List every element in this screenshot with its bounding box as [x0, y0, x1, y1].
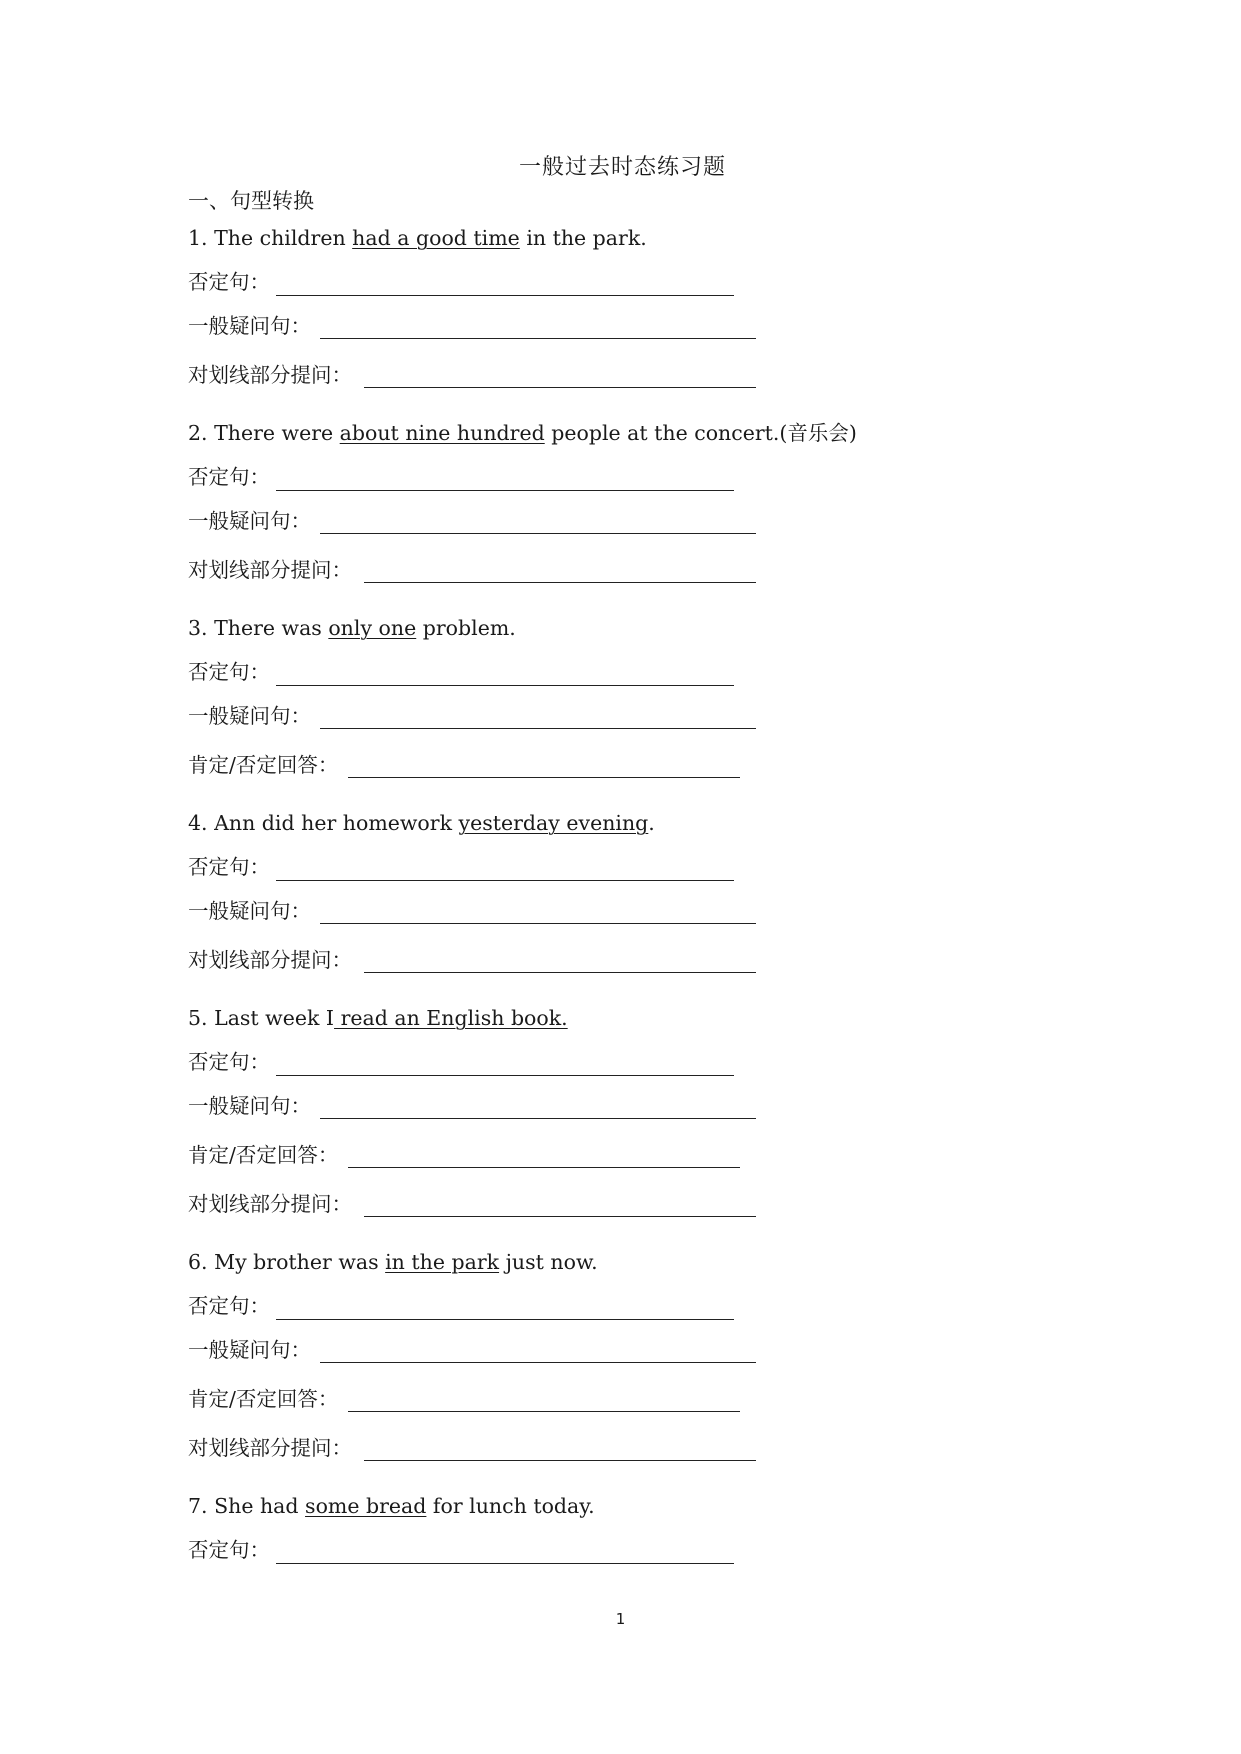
answer-blank-line[interactable]	[320, 923, 756, 924]
document-title: 一般过去时态练习题	[518, 155, 726, 180]
question-text: 3. There was	[188, 616, 329, 640]
answer-blank-line[interactable]	[320, 338, 756, 339]
answer-label-ans: 肯定/否定回答：	[188, 1143, 339, 1167]
answer-blank-line[interactable]	[320, 533, 756, 534]
answer-blank-line[interactable]	[364, 582, 756, 583]
answer-blank-line[interactable]	[320, 1118, 756, 1119]
answer-label-neg: 否定句：	[188, 465, 270, 489]
answer-blank-line[interactable]	[364, 1216, 756, 1217]
answer-blank-line[interactable]	[348, 1167, 740, 1168]
answer-label-yn: 一般疑问句：	[188, 704, 311, 728]
answer-blank-line[interactable]	[320, 1362, 756, 1363]
answer-blank-line[interactable]	[276, 1319, 734, 1320]
answer-label-ans: 肯定/否定回答：	[188, 753, 339, 777]
question-text-end: people at the concert.(音乐会)	[544, 421, 857, 445]
question-text-end: problem.	[416, 616, 516, 640]
question-sentence	[188, 613, 516, 643]
underlined-part: some bread	[305, 1494, 427, 1518]
answer-label-yn: 一般疑问句：	[188, 314, 311, 338]
underlined-part: only one	[328, 616, 417, 640]
answer-blank-line[interactable]	[276, 1563, 734, 1564]
answer-blank-line[interactable]	[276, 490, 734, 491]
answer-label-wh: 对划线部分提问：	[188, 1192, 352, 1216]
question-text-end: just now.	[499, 1250, 598, 1274]
section-heading: 一、句型转换	[188, 189, 314, 213]
underlined-part: read an English book.	[334, 1006, 568, 1030]
question-sentence	[188, 418, 857, 448]
answer-label-neg: 否定句：	[188, 660, 270, 684]
answer-blank-line[interactable]	[276, 295, 734, 296]
answer-label-wh: 对划线部分提问：	[188, 1436, 352, 1460]
answer-blank-line[interactable]	[320, 728, 756, 729]
answer-blank-line[interactable]	[276, 1075, 734, 1076]
question-text: 4. Ann did her homework	[188, 811, 459, 835]
answer-blank-line[interactable]	[348, 777, 740, 778]
question-text-end: .	[648, 811, 655, 835]
answer-blank-line[interactable]	[364, 972, 756, 973]
underlined-part: about nine hundred	[339, 421, 545, 445]
answer-label-neg: 否定句：	[188, 1294, 270, 1318]
question-text: 7. She had	[188, 1494, 306, 1518]
page-number: 1	[615, 1610, 626, 1628]
question-text-end: for lunch today.	[426, 1494, 595, 1518]
answer-blank-line[interactable]	[276, 880, 734, 881]
answer-label-yn: 一般疑问句：	[188, 899, 311, 923]
question-text-end: in the park.	[519, 226, 647, 250]
answer-label-yn: 一般疑问句：	[188, 509, 311, 533]
answer-blank-line[interactable]	[364, 1460, 756, 1461]
question-sentence	[188, 1247, 598, 1277]
answer-label-neg: 否定句：	[188, 270, 270, 294]
question-sentence	[188, 1491, 595, 1521]
answer-blank-line[interactable]	[348, 1411, 740, 1412]
underlined-part: in the park	[385, 1250, 500, 1274]
question-sentence	[188, 1003, 568, 1033]
question-text: 1. The children	[188, 226, 353, 250]
question-text: 6. My brother was	[188, 1250, 386, 1274]
answer-label-wh: 对划线部分提问：	[188, 363, 352, 387]
answer-label-wh: 对划线部分提问：	[188, 558, 352, 582]
question-text: 5. Last week I	[188, 1006, 335, 1030]
answer-label-neg: 否定句：	[188, 1538, 270, 1562]
question-sentence	[188, 223, 647, 253]
underlined-part: yesterday evening	[458, 811, 649, 835]
answer-label-neg: 否定句：	[188, 855, 270, 879]
answer-label-wh: 对划线部分提问：	[188, 948, 352, 972]
answer-label-yn: 一般疑问句：	[188, 1094, 311, 1118]
answer-blank-line[interactable]	[276, 685, 734, 686]
answer-blank-line[interactable]	[364, 387, 756, 388]
answer-label-neg: 否定句：	[188, 1050, 270, 1074]
question-sentence	[188, 808, 655, 838]
answer-label-ans: 肯定/否定回答：	[188, 1387, 339, 1411]
answer-label-yn: 一般疑问句：	[188, 1338, 311, 1362]
underlined-part: had a good time	[352, 226, 520, 250]
question-text: 2. There were	[188, 421, 340, 445]
